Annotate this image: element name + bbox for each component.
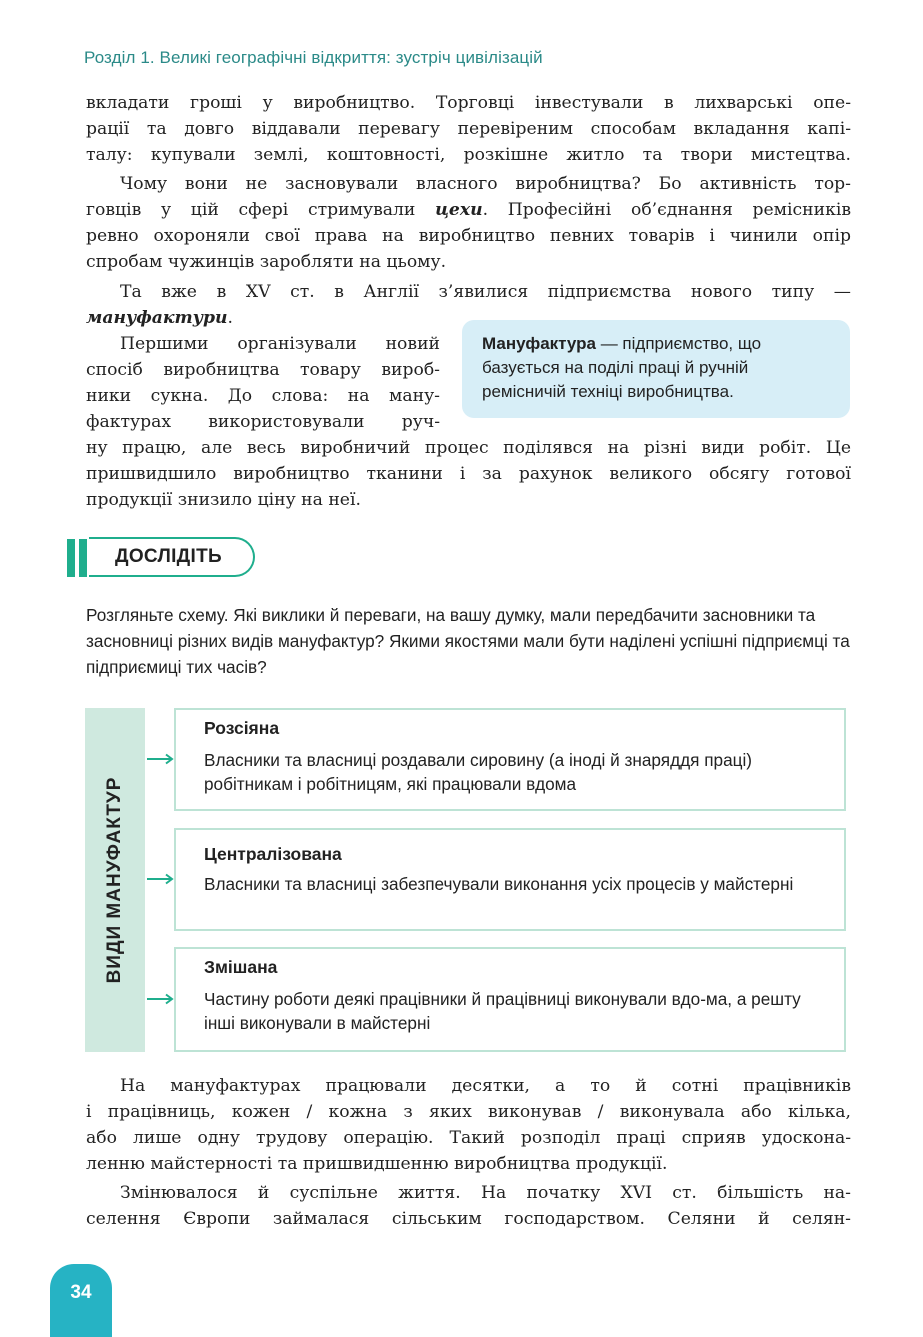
research-task: Розгляньте схему. Які виклики й переваги, на вашу думку, мали передбачити засновники та засновниці різних видів мануфактур? Якими якостями мали бути наділені успішні підприємці та підприємиці тих часів? <box>86 605 850 677</box>
text-line: талу: купували землі, коштовності, розкішне житло та твори мистецтва. <box>86 145 851 165</box>
text-line: ленню майстерності та пришвидшенню виробництва продукції. <box>86 1154 668 1174</box>
text-line: Чому вони не засновували власного виробництва? Бо активність тор- <box>120 174 851 194</box>
schema-item-zmishana <box>174 947 846 1052</box>
schema-item-desc: Власники та власниці забезпечували виконання усіх процесів у майстерні <box>204 874 794 894</box>
arrow-right-icon <box>147 873 175 885</box>
paragraph-1 <box>86 90 851 168</box>
definition-term: Мануфактура <box>482 334 596 353</box>
schema-item-title: Змішана <box>204 957 278 977</box>
chapter-header: Розділ 1. Великі географічні відкриття: зустріч цивілізацій <box>84 48 543 67</box>
text-line: Та вже в XV ст. в Англії з’явилися підприємства нового типу — <box>120 282 851 302</box>
text-span: . Професійні об’єднання ремісників <box>482 200 852 220</box>
text-line: селення Європи займалася сільським господарством. Селяни й селян- <box>86 1209 851 1229</box>
text-span: . <box>227 308 234 328</box>
paragraph-4-wide <box>86 435 851 513</box>
accent-bar <box>67 539 75 577</box>
schema-item-tsentralizovana <box>174 828 846 931</box>
paragraph-6 <box>86 1180 851 1232</box>
term-manufaktury: мануфактури <box>86 308 228 328</box>
definition-body: — підприємство, що базується на поділі праці й ручній ремісничій техніці виробництва. <box>482 334 762 401</box>
text-line: На мануфактурах працювали десятки, а то й сотні працівників <box>120 1076 851 1096</box>
text-line: спробам чужинців заробляти на цьому. <box>86 252 447 272</box>
text-line: ревно охороняли свої права на виробництво певних товарів і чинили опір <box>86 226 851 246</box>
arrow-right-icon <box>147 993 175 1005</box>
definition-box <box>462 320 850 418</box>
text-line: вкладати гроші у виробництво. Торговці інвестували в лихварські опе- <box>86 93 851 113</box>
paragraph-5 <box>86 1073 851 1177</box>
page-number-badge <box>50 1264 112 1337</box>
accent-bar <box>79 539 87 577</box>
schema-item-desc: Частину роботи деякі працівники й працівниці виконували вдо-ма, а решту інші виконували в майстерні <box>204 989 801 1033</box>
text-line: Змінювалося й суспільне життя. На початку XVI ст. більшість на- <box>120 1183 851 1203</box>
schema-item-rozsiiana <box>174 708 846 811</box>
arrow-right-icon <box>147 753 175 765</box>
schema-side-label: ВИДИ МАНУФАКТУР <box>104 776 125 984</box>
page-number: 34 <box>70 1282 92 1303</box>
schema-item-desc: Власники та власниці роздавали сировину (а іноді й знаряддя праці) робітникам і робітницям, які працювали вдома <box>204 750 753 794</box>
text-line <box>86 197 851 223</box>
text-line: і працівниць, кожен / кожна з яких виконував / виконувала або кілька, <box>86 1102 851 1122</box>
schema-item-title: Розсіяна <box>204 718 280 738</box>
paragraph-4-narrow <box>86 331 440 435</box>
text-line: рації та довго віддавали перевагу перевіреним способам вкладання капі- <box>86 119 851 139</box>
text-line: продукції знизило ціну на неї. <box>86 490 361 510</box>
paragraph-2 <box>86 171 851 275</box>
text-line: фактурах використовували руч- <box>86 412 440 432</box>
text-line: ну працю, але весь виробничий процес поділявся на різні види робіт. Це <box>86 438 851 458</box>
text-line: або лише одну трудову операцію. Такий розподіл праці сприяв удоскона- <box>86 1128 851 1148</box>
term-tsekhy: цехи <box>435 200 483 220</box>
text-span: говців у цій сфері стримували <box>86 200 436 220</box>
research-label: ДОСЛІДІТЬ <box>115 546 222 567</box>
text-line: спосіб виробництва товару вироб- <box>86 360 440 380</box>
text-line: Першими організували новий <box>120 334 440 354</box>
schema-side-panel <box>85 708 145 1052</box>
text-line: ники сукна. До слова: на ману- <box>86 386 440 406</box>
text-line: пришвидшило виробництво тканини і за рахунок великого обсягу готової <box>86 464 851 484</box>
definition-text <box>482 332 834 404</box>
schema-item-title: Централізована <box>204 844 342 864</box>
